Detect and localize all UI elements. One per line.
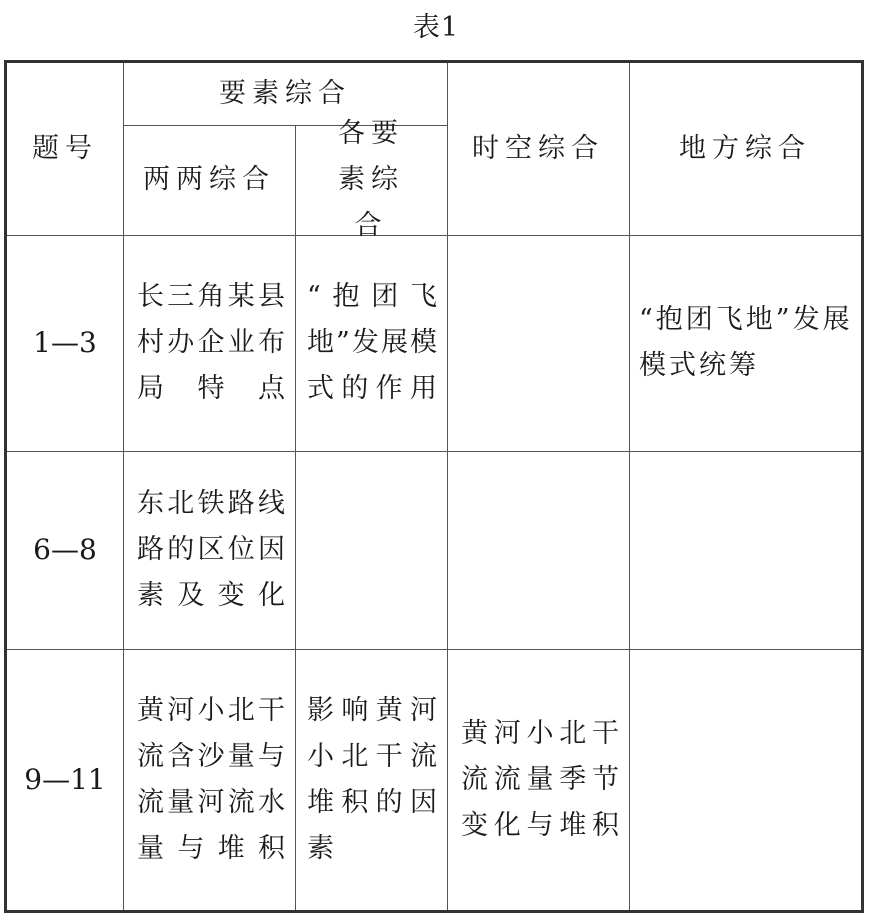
row1-multi-element: “抱团飞地”发展模式的作用 (307, 281, 437, 404)
row2-pairwise: 东北铁路线路的区位因素及变化 (137, 488, 285, 611)
comprehensive-analysis-table (4, 60, 864, 913)
row3-spacetime: 黄河小北干流流量季节变化与堆积 (461, 717, 619, 841)
row2-spacetime (447, 451, 629, 649)
row1-pairwise: 长三角某县村办企业布局特点 (137, 281, 285, 404)
row2-multi-element (295, 451, 447, 649)
row1-regional: “抱团飞地”发展模式统筹 (639, 304, 853, 381)
row3-regional (629, 649, 861, 910)
table-caption: 表1 (412, 12, 460, 43)
header-multi-element: 各要素综合 (338, 118, 404, 241)
row2-regional (629, 451, 861, 649)
row3-pairwise: 黄河小北干流含沙量与流量河流水量与堆积 (137, 694, 285, 864)
header-regional: 地方综合 (679, 133, 811, 164)
header-topic-no: 题号 (32, 133, 98, 164)
row2-no: 6—8 (33, 533, 97, 566)
row3-multi-element: 影响黄河小北干流堆积的因素 (307, 694, 437, 864)
row1-spacetime (447, 235, 629, 451)
row3-no: 9—11 (24, 762, 106, 796)
header-element: 要素综合 (219, 78, 351, 109)
header-spacetime: 时空综合 (472, 133, 604, 164)
row1-no: 1—3 (33, 326, 97, 359)
header-pairwise: 两两综合 (143, 164, 275, 195)
